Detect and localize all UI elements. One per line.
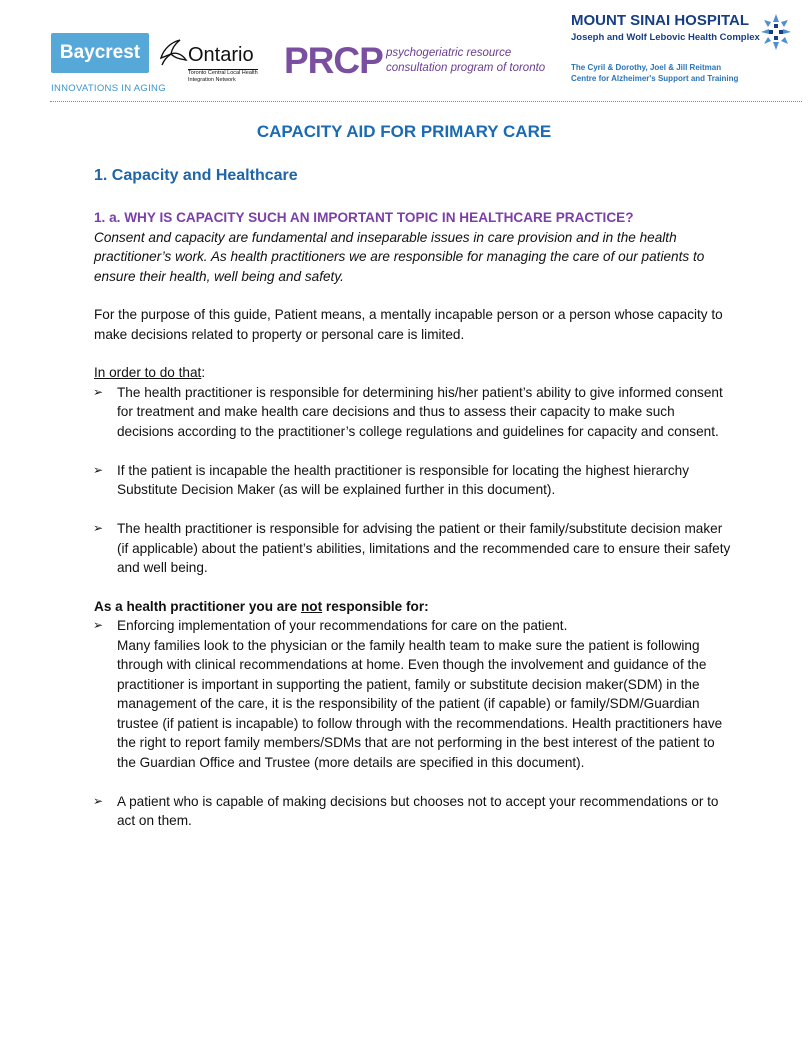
not-responsible-lead [94,597,734,617]
responsibilities-lead-text: In order to do that [94,365,202,380]
list-item-text: Enforcing implementation of your recommendations for care on the patient. [117,618,568,633]
mount-sinai-title: MOUNT SINAI HOSPITAL [571,12,750,29]
list-item [94,383,734,442]
patient-definition-paragraph: For the purpose of this guide, Patient means, a mentally incapable person or a person whose capacity to make decisions related to property or personal care is limited. [94,307,723,342]
list-item-detail: Many families look to the physician or the family health team to make sure the patient is following through with clinical recommendations at home. Even though the involvement and guidance of the practitioner is important in supporting the patient, family or substitute decision maker(SDM) in the management of the care, it is the responsibility of the patient (if capable) or family/SDM/Guardian trustee (if patient is incapable) to follow through with the recommendations. Health practitioners have the right to report family members/SDMs that are not performing in the best interest of the patient to the Guardian Office and Trustee (more details are specified in this document). [117,637,723,770]
star-burst-icon [759,12,793,52]
responsibilities-lead [94,363,734,383]
list-item [94,616,734,772]
page-header [0,0,808,106]
list-item-text: The health practitioner is responsible for determining his/her patient’s ability to give informed consent for treatment and make health care decisions and thus to assess their capacity to make such decisions according to the practitioner’s college regulations and guidelines for capacity and consent. [117,384,723,439]
responsibilities-lead-colon: : [201,365,206,380]
list-item [94,461,734,500]
arrow-bullet-icon: ➢ [93,793,104,808]
intro-paragraph: Consent and capacity are fundamental and inseparable issues in care provision and in the health practitioner’s work. As health practitioners we are responsible for managing the care of our patients to ensure their health, well being and safety. [94,229,705,284]
not-responsible-lead-pre: As a health practitioner you are [94,598,301,614]
list-item-text: A patient who is capable of making decisions but chooses not to accept your recommendations or to act on them. [117,793,719,828]
ontario-wordmark: Ontario [188,44,254,66]
list-item [94,519,734,578]
subsection-heading: 1. a. WHY IS CAPACITY SUCH AN IMPORTANT TOPIC IN HEALTHCARE PRACTICE? [94,210,634,225]
mount-sinai-subtitle: Joseph and Wolf Lebovic Health Complex [571,32,760,43]
reitman-centre-line-2: Centre for Alzheimer's Support and Training [571,74,739,83]
prcp-description [386,46,545,76]
trillium-icon [158,34,188,66]
section-heading: 1. Capacity and Healthcare [94,167,298,184]
document-body [94,208,734,831]
ontario-lhin-logo [158,34,268,84]
not-responsible-lead-emphasis: not [301,598,323,614]
list-item-text: If the patient is incapable the health practitioner is responsible for locating the highest hierarchy Substitute Decision Maker (as will be explained further in this document). [117,462,690,497]
header-divider [50,101,802,102]
baycrest-wordmark: Baycrest [51,33,149,73]
reitman-centre-line-1: The Cyril & Dorothy, Joel & Jill Reitman [571,63,722,72]
not-responsible-lead-post: responsible for: [322,598,429,614]
arrow-bullet-icon: ➢ [93,618,104,632]
arrow-bullet-icon: ➢ [93,521,104,535]
prcp-wordmark: PRCP [284,40,383,81]
not-responsible-list [94,616,734,831]
prcp-line-2: consultation program of toronto [386,62,546,74]
ontario-subtitle: Toronto Central Local Health Integration Network [188,70,258,83]
arrow-bullet-icon: ➢ [93,384,104,399]
document-title: CAPACITY AID FOR PRIMARY CARE [256,122,552,141]
arrow-bullet-icon: ➢ [93,462,104,477]
prcp-line-1: psychogeriatric resource [386,47,512,59]
responsibilities-list [94,383,734,578]
mount-sinai-logo [571,12,796,92]
list-item-text: The health practitioner is responsible for advising the patient or their family/substitute decision maker (if applicable) about the patient’s abilities, limitations and the recommended care to ensure their safety and well being. [117,521,731,575]
baycrest-logo [51,33,166,94]
list-item [94,792,734,831]
baycrest-tagline: INNOVATIONS IN AGING [51,83,166,94]
